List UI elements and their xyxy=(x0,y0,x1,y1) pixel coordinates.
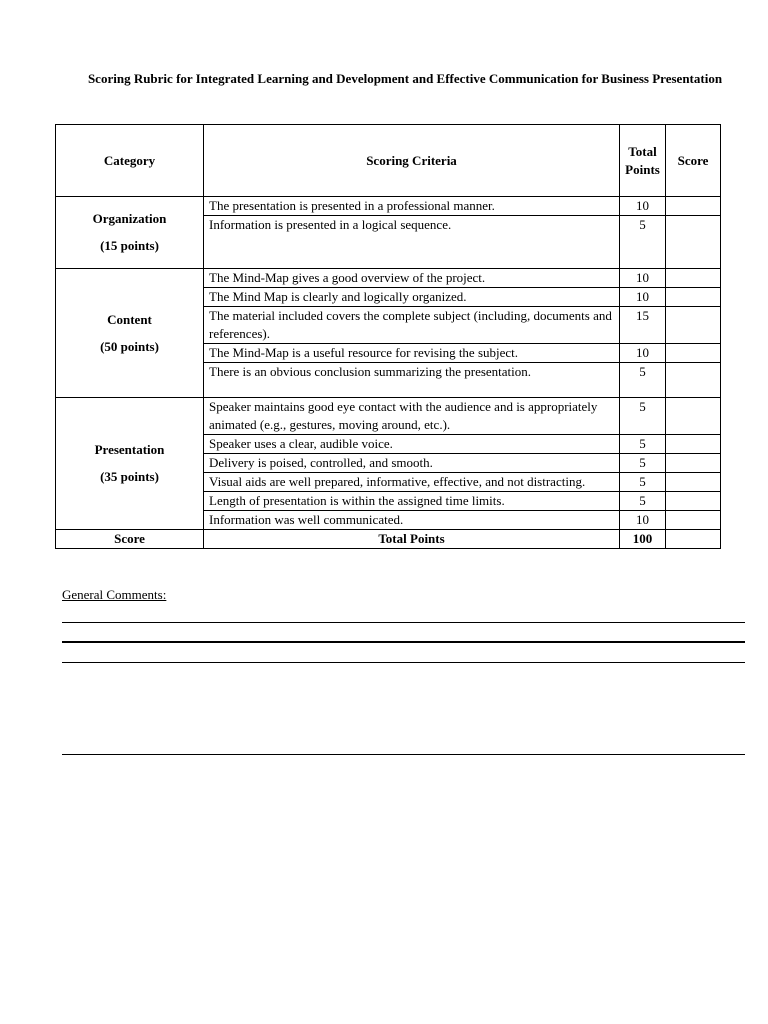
points-cell: 5 xyxy=(620,216,666,269)
table-row xyxy=(56,398,721,435)
criteria-cell: The Mind Map is clearly and logically organized. xyxy=(204,288,620,307)
points-cell: 10 xyxy=(620,269,666,288)
points-cell: 10 xyxy=(620,511,666,530)
category-name: Presentation xyxy=(94,442,165,457)
total-score-cell[interactable] xyxy=(666,530,721,549)
score-cell[interactable] xyxy=(666,307,721,344)
table-row xyxy=(56,197,721,216)
header-category: Category xyxy=(56,125,204,197)
criteria-cell: Speaker uses a clear, audible voice. xyxy=(204,435,620,454)
criteria-cell: Delivery is poised, controlled, and smooth. xyxy=(204,454,620,473)
criteria-cell: There is an obvious conclusion summarizing the presentation. xyxy=(204,363,620,398)
points-cell: 15 xyxy=(620,307,666,344)
criteria-cell: Visual aids are well prepared, informative, effective, and not distracting. xyxy=(204,473,620,492)
criteria-cell: The Mind-Map is a useful resource for revising the subject. xyxy=(204,344,620,363)
criteria-cell: Speaker maintains good eye contact with the audience and is appropriately animated (e.g., gestures, moving around, etc.). xyxy=(204,398,620,435)
criteria-cell: Length of presentation is within the assigned time limits. xyxy=(204,492,620,511)
category-points: (50 points) xyxy=(100,338,159,354)
score-cell[interactable] xyxy=(666,288,721,307)
points-cell: 10 xyxy=(620,288,666,307)
points-cell: 5 xyxy=(620,473,666,492)
points-cell: 10 xyxy=(620,197,666,216)
points-cell: 10 xyxy=(620,344,666,363)
score-cell[interactable] xyxy=(666,197,721,216)
score-cell[interactable] xyxy=(666,454,721,473)
score-cell[interactable] xyxy=(666,511,721,530)
score-cell[interactable] xyxy=(666,492,721,511)
category-presentation xyxy=(56,398,204,530)
points-cell: 5 xyxy=(620,435,666,454)
score-cell[interactable] xyxy=(666,363,721,398)
category-name: Content xyxy=(107,311,152,327)
header-scoring-criteria: Scoring Criteria xyxy=(204,125,620,197)
footer-score-label: Score xyxy=(56,530,204,549)
category-name: Organization xyxy=(92,211,167,226)
table-footer-row xyxy=(56,530,721,549)
category-content xyxy=(56,269,204,398)
score-cell[interactable] xyxy=(666,344,721,363)
scoring-rubric-table xyxy=(55,124,721,549)
criteria-cell: Information was well communicated. xyxy=(204,511,620,530)
comment-line[interactable] xyxy=(62,754,745,755)
comment-line[interactable] xyxy=(62,622,745,623)
score-cell[interactable] xyxy=(666,435,721,454)
points-cell: 5 xyxy=(620,492,666,511)
criteria-cell: Information is presented in a logical sequence. xyxy=(204,216,620,269)
score-cell[interactable] xyxy=(666,473,721,492)
category-points: (15 points) xyxy=(100,238,159,253)
category-organization xyxy=(56,197,204,269)
criteria-cell: The presentation is presented in a professional manner. xyxy=(204,197,620,216)
points-cell: 5 xyxy=(620,398,666,435)
score-cell[interactable] xyxy=(666,216,721,269)
score-cell[interactable] xyxy=(666,269,721,288)
header-score: Score xyxy=(666,125,721,197)
comment-line[interactable] xyxy=(62,641,745,643)
general-comments-label: General Comments: xyxy=(62,587,167,602)
points-cell: 5 xyxy=(620,454,666,473)
footer-total-value: 100 xyxy=(620,530,666,549)
criteria-cell: The material included covers the complete subject (including, documents and references). xyxy=(204,307,620,344)
table-header-row xyxy=(56,125,721,197)
points-cell: 5 xyxy=(620,363,666,398)
criteria-cell: The Mind-Map gives a good overview of the project. xyxy=(204,269,620,288)
score-cell[interactable] xyxy=(666,398,721,435)
comment-line[interactable] xyxy=(62,662,745,663)
document-title: Scoring Rubric for Integrated Learning and Development and Effective Communication for Business Presentation xyxy=(87,71,723,86)
category-points: (35 points) xyxy=(100,469,159,484)
header-total-points: Total Points xyxy=(620,125,666,197)
footer-total-label: Total Points xyxy=(204,530,620,549)
table-row xyxy=(56,269,721,288)
